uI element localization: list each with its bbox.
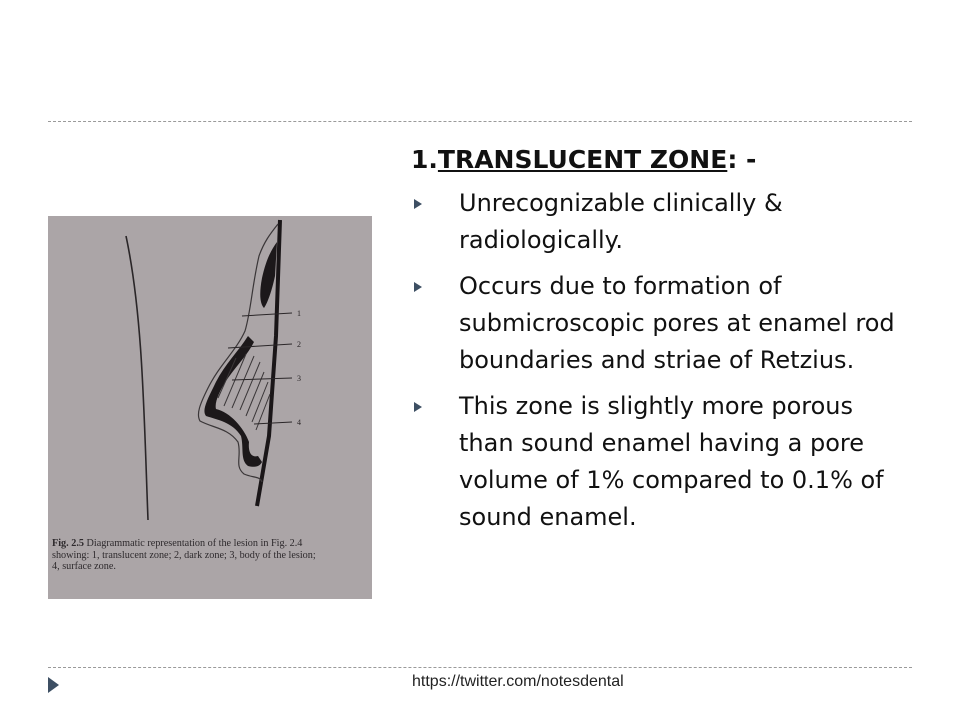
bullet-item <box>411 185 911 259</box>
bullet-arrow-icon <box>414 402 422 412</box>
heading-suffix: : - <box>727 145 757 174</box>
figure-label-2: 2 <box>297 340 301 349</box>
bullet-item <box>411 388 911 536</box>
heading-term: TRANSLUCENT ZONE <box>437 145 728 174</box>
figure-label-4: 4 <box>297 418 301 427</box>
bullet-item <box>411 268 911 379</box>
figure-caption-line-3: 4, surface zone. <box>52 561 116 572</box>
bullet-text: This zone is slightly more porous than sound enamel having a pore volume of 1% compared to 0.1% of sound enamel. <box>459 392 884 531</box>
slide-content <box>411 143 911 545</box>
dark-zone-band <box>204 336 262 467</box>
figure-label-1: 1 <box>297 309 301 318</box>
top-divider <box>48 121 912 122</box>
bullet-text: Occurs due to formation of submicroscopic pores at enamel rod boundaries and striae of Retzius. <box>459 272 895 374</box>
slide-heading <box>411 143 911 177</box>
leader-lines <box>228 313 292 424</box>
lesion-diagram-figure <box>48 216 372 599</box>
figure-caption-line-2: showing: 1, translucent zone; 2, dark zone; 3, body of the lesion; <box>52 549 316 561</box>
bottom-divider <box>48 667 912 668</box>
tooth-outline-left <box>126 236 148 520</box>
footer-url: https://twitter.com/notesdental <box>412 673 624 690</box>
figure-label-3: 3 <box>297 374 301 383</box>
heading-number: 1. <box>411 145 438 174</box>
figure-caption-label: Fig. 2.5 <box>52 538 84 549</box>
figure-caption-text-1: Diagrammatic representation of the lesion in Fig. 2.4 <box>86 538 303 549</box>
dark-zone-top <box>260 242 277 308</box>
bullet-arrow-icon <box>414 199 422 209</box>
figure-caption-line-1 <box>52 538 372 550</box>
figure-caption <box>52 538 372 573</box>
bullet-text: Unrecognizable clinically & radiologically. <box>459 189 783 254</box>
bullet-arrow-icon <box>414 282 422 292</box>
slide-corner-arrow-icon <box>48 677 59 693</box>
